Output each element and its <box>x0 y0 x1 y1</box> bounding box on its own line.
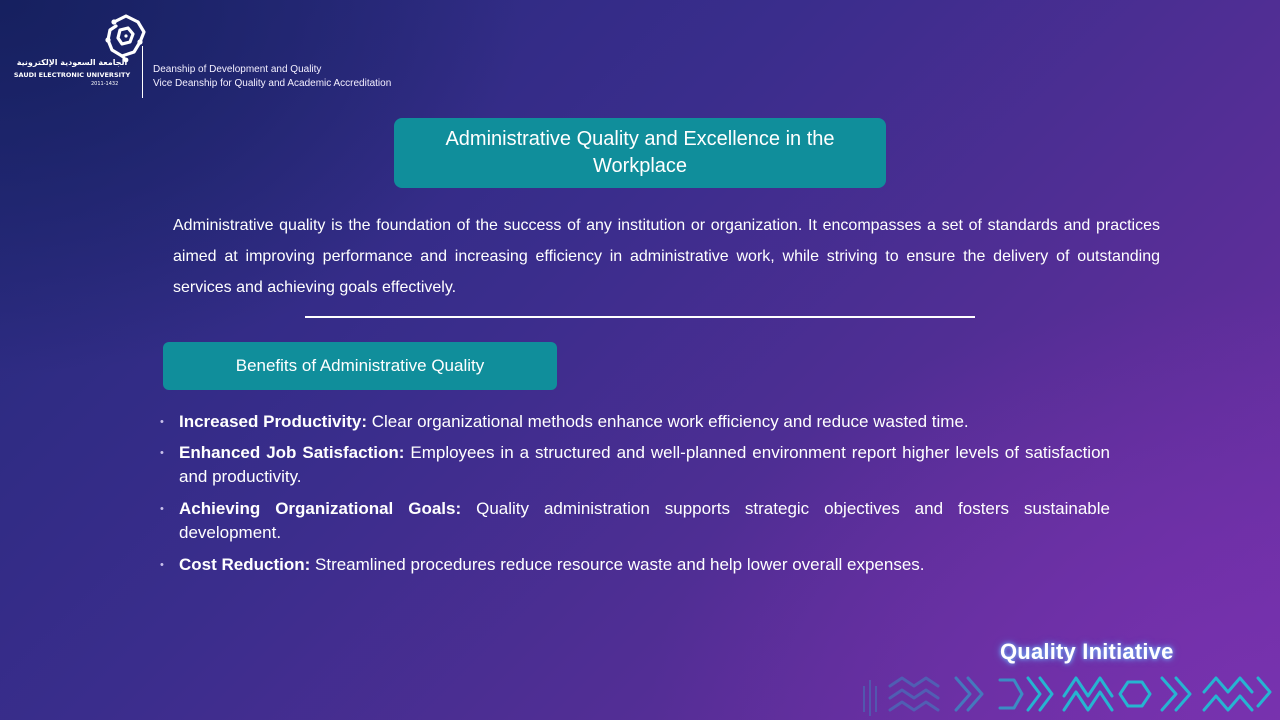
university-year: 2011-1432 <box>91 81 119 87</box>
benefit-description: Streamlined procedures reduce resource waste and help lower overall expenses. <box>310 555 925 574</box>
benefits-title: Benefits of Administrative Quality <box>235 356 485 375</box>
seu-logo-icon <box>100 12 152 64</box>
benefit-term: Cost Reduction: <box>179 555 311 574</box>
bullet-icon: • <box>160 559 164 571</box>
quality-initiative-label: Quality Initiative <box>1000 639 1174 664</box>
list-item <box>158 441 1110 489</box>
benefit-description: Clear organizational methods enhance work efficiency and reduce wasted time. <box>367 412 969 431</box>
deanship-name: Deanship of Development and Quality <box>153 64 322 75</box>
benefit-term: Increased Productivity: <box>179 412 368 431</box>
list-item <box>158 553 1110 577</box>
header-divider <box>142 46 143 98</box>
benefits-list <box>158 410 1110 577</box>
benefit-term: Enhanced Job Satisfaction: <box>179 443 405 462</box>
page-title: Administrative Quality and Excellence in the Workplace <box>445 128 835 177</box>
university-logo <box>10 10 130 94</box>
bullet-icon: • <box>160 416 164 428</box>
benefit-term: Achieving Organizational Goals: <box>179 499 462 518</box>
intro-paragraph: Administrative quality is the foundation of the success of any institution or organization. It encompasses a set of standards and practices aimed at improving performance and increasing efficiency in administrative work, while striving to ensure the delivery of outstanding services and achieving goals effectively. <box>173 217 1160 296</box>
section-divider <box>305 316 975 318</box>
list-item <box>158 497 1110 545</box>
benefit-description: Employees in a structured and well-planned environment report higher levels of satisfaction and productivity. <box>179 443 1110 486</box>
bullet-icon: • <box>160 447 164 459</box>
bullet-icon: • <box>160 503 164 515</box>
list-item <box>158 410 1110 434</box>
university-name-english: SAUDI ELECTRONIC UNIVERSITY <box>13 71 131 79</box>
title-banner <box>394 118 886 188</box>
decorative-pattern-icon <box>860 672 1280 720</box>
benefits-banner <box>163 342 557 390</box>
university-name-arabic: الجامعة السعودية الإلكترونية <box>16 58 128 67</box>
vice-deanship-name: Vice Deanship for Quality and Academic Accreditation <box>153 78 392 89</box>
benefit-description: Quality administration supports strategic objectives and fosters sustainable development. <box>179 499 1110 542</box>
